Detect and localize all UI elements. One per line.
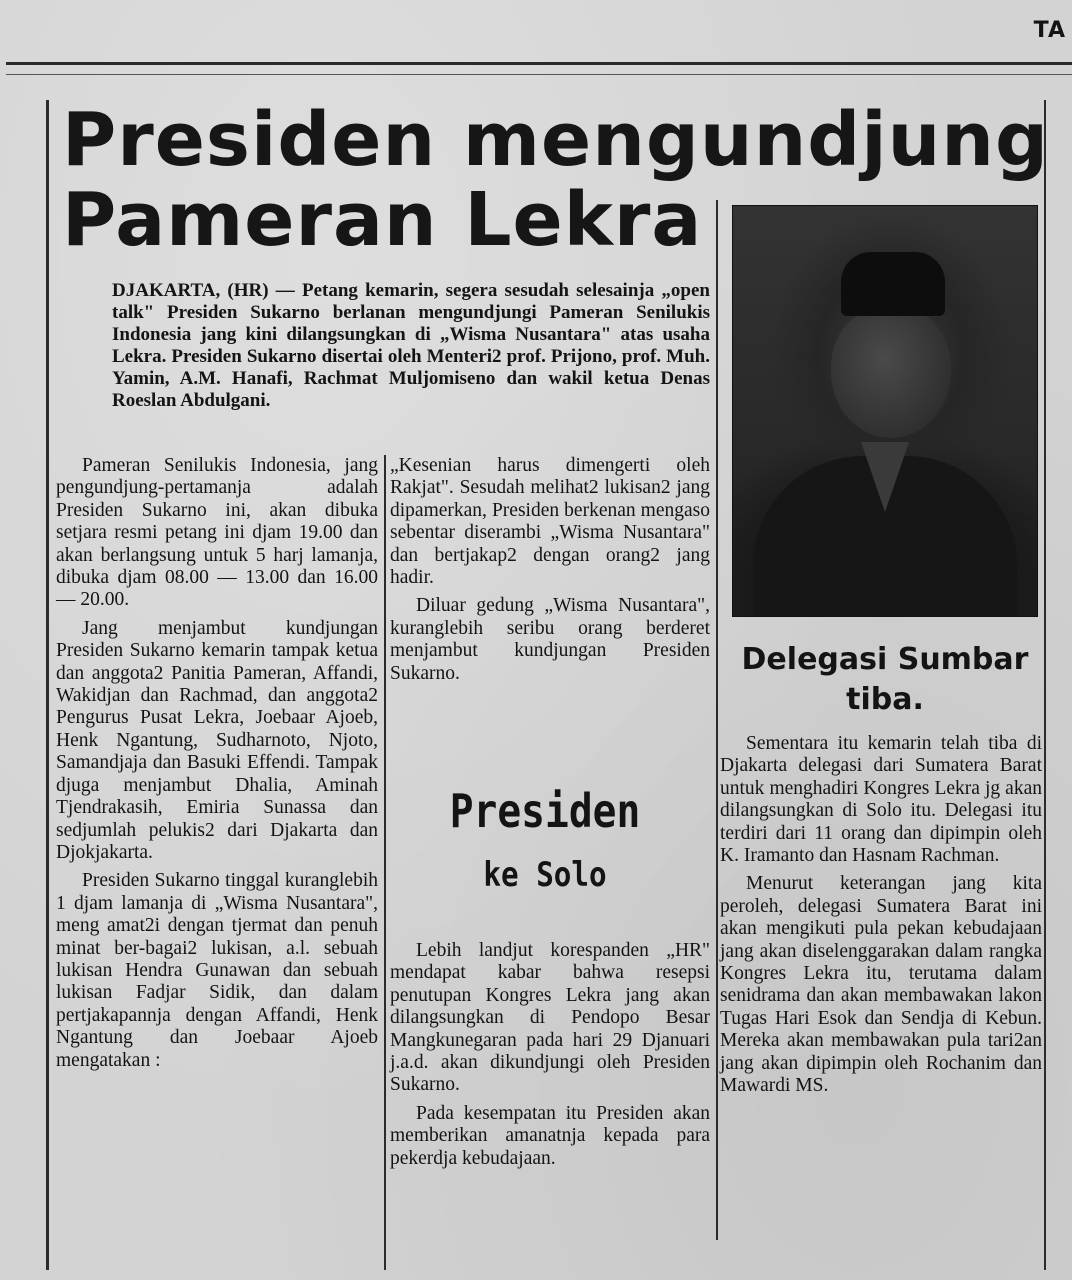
portrait-photo bbox=[732, 205, 1038, 617]
paragraph: Pada kesempatan itu Presiden akan memberikan amanatnja kepada para pekerdja kebudajaan. bbox=[390, 1102, 710, 1169]
paragraph: Lebih landjut korespanden „HR" mendapat kabar bahwa resepsi penutupan Kongres Lekra jang akan dilangsungkan di Pendopo Besar Mangkunegaran pada hari 29 Djanuari j.a.d. akan dikundjungi oleh Presiden Sukarno. bbox=[390, 940, 710, 1096]
paragraph: Presiden Sukarno tinggal kuranglebih 1 djam lamanja di „Wisma Nusantara", meng amat2i dengan tjermat dan penuh minat ber-bagai2 lukisan, a.l. sebuah lukisan Hendra Gunawan dan sebuah lukisan Fadjar Sidik, dan dalam pertjakapannja dengan Affandi, Henk Ngantung dan Joebaar Ajoeb mengatakan : bbox=[56, 870, 378, 1071]
article-column-3 bbox=[390, 940, 710, 1176]
headline-line-1: Presiden mengundjung bbox=[62, 97, 1049, 183]
subheading-line-1: Presiden bbox=[449, 784, 641, 838]
paragraph: „Kesenian harus dimengerti oleh Rakjat". Sesudah melihat2 lukisan2 jang dipamerkan, Presiden berkenan mengaso sebentar diserambi „Wisma Nusantara" dan bertjakap2 dengan orang2 jang hadir. bbox=[390, 455, 710, 589]
paragraph: Menurut keterangan jang kita peroleh, delegasi Sumatera Barat ini akan mengikuti pula pekan kebudajaan jang akan diselenggarakan dalam rangka Kongres Lekra itu, terutama dalam senidrama dan akan membawakan lakon Tugas Hari Esok dan Sendja di Kebun. Mereka akan membawakan pula tari2an jang akan dipimpin oleh Rochanim dan Mawardi MS. bbox=[720, 873, 1042, 1097]
subheading-presiden-ke-solo bbox=[390, 780, 700, 900]
top-rule bbox=[6, 62, 1072, 65]
top-rule-thin bbox=[6, 74, 1072, 75]
photo-cap-shape bbox=[841, 252, 945, 316]
article-column-1 bbox=[56, 455, 378, 1078]
column-rule-right bbox=[716, 200, 718, 1240]
lead-paragraph: DJAKARTA, (HR) — Petang kemarin, segera sesudah selesainja „open talk" Presiden Sukarno berlanan mengundjungi Pameran Senilukis Indonesia jang kini dilangsungkan di „Wisma Nusantara" atas usaha Lekra. Presiden Sukarno disertai oleh Menteri2 prof. Prijono, prof. Muh. Yamin, A.M. Hanafi, Rachmat Muljomiseno dan wakil ketua Denas Roeslan Abdulgani. bbox=[112, 280, 710, 411]
article-column-4 bbox=[720, 733, 1042, 1104]
article-column-2 bbox=[390, 455, 710, 691]
headline-line-2: Pameran Lekra bbox=[62, 177, 703, 263]
column-rule-left bbox=[46, 100, 49, 1270]
column-rule-middle bbox=[384, 455, 386, 1270]
subheading-line-2: ke Solo bbox=[483, 855, 607, 895]
paragraph: Diluar gedung „Wisma Nusantara", kuranglebih seribu orang berderet menjambut kundjungan Presiden Sukarno. bbox=[390, 595, 710, 684]
paragraph: Sementara itu kemarin telah tiba di Djakarta delegasi dari Sumatera Barat untuk menghadiri Kongres Lekra jg akan dilangsungkan di Solo itu. Delegasi itu terdiri dari 11 orang dan dipimpin oleh K. Iramanto dan Hasnam Rachman. bbox=[720, 733, 1042, 867]
masthead-fragment: TA bbox=[1033, 18, 1066, 43]
photo-face-shape bbox=[831, 306, 951, 438]
paragraph: Jang menjambut kundjungan Presiden Sukarno kemarin tampak ketua dan anggota2 Panitia Pameran, Affandi, Wakidjan dan Rachmad, dan anggota2 Pengurus Pusat Lekra, Joebaar Ajoeb, Henk Ngantung, Sudharnoto, Njoto, Samandjaja dan Basuki Effendi. Tampak djuga menjambut Dhalia, Aminah Tjendrakasih, Emiria Sunassa dan sedjumlah pelukis2 dari Djakarta dan Djokjakarta. bbox=[56, 617, 378, 863]
subheading-delegasi-sumbar: Delegasi Sumbar tiba. bbox=[741, 642, 1029, 717]
paragraph: Pameran Senilukis Indonesia, jang pengundjung-pertamanja adalah Presiden Sukarno ini, akan dibuka setjara resmi petang ini djam 19.00 dan akan berlangsung untuk 5 harj lamanja, dibuka djam 08.00 — 13.00 dan 16.00 — 20.00. bbox=[56, 455, 378, 611]
